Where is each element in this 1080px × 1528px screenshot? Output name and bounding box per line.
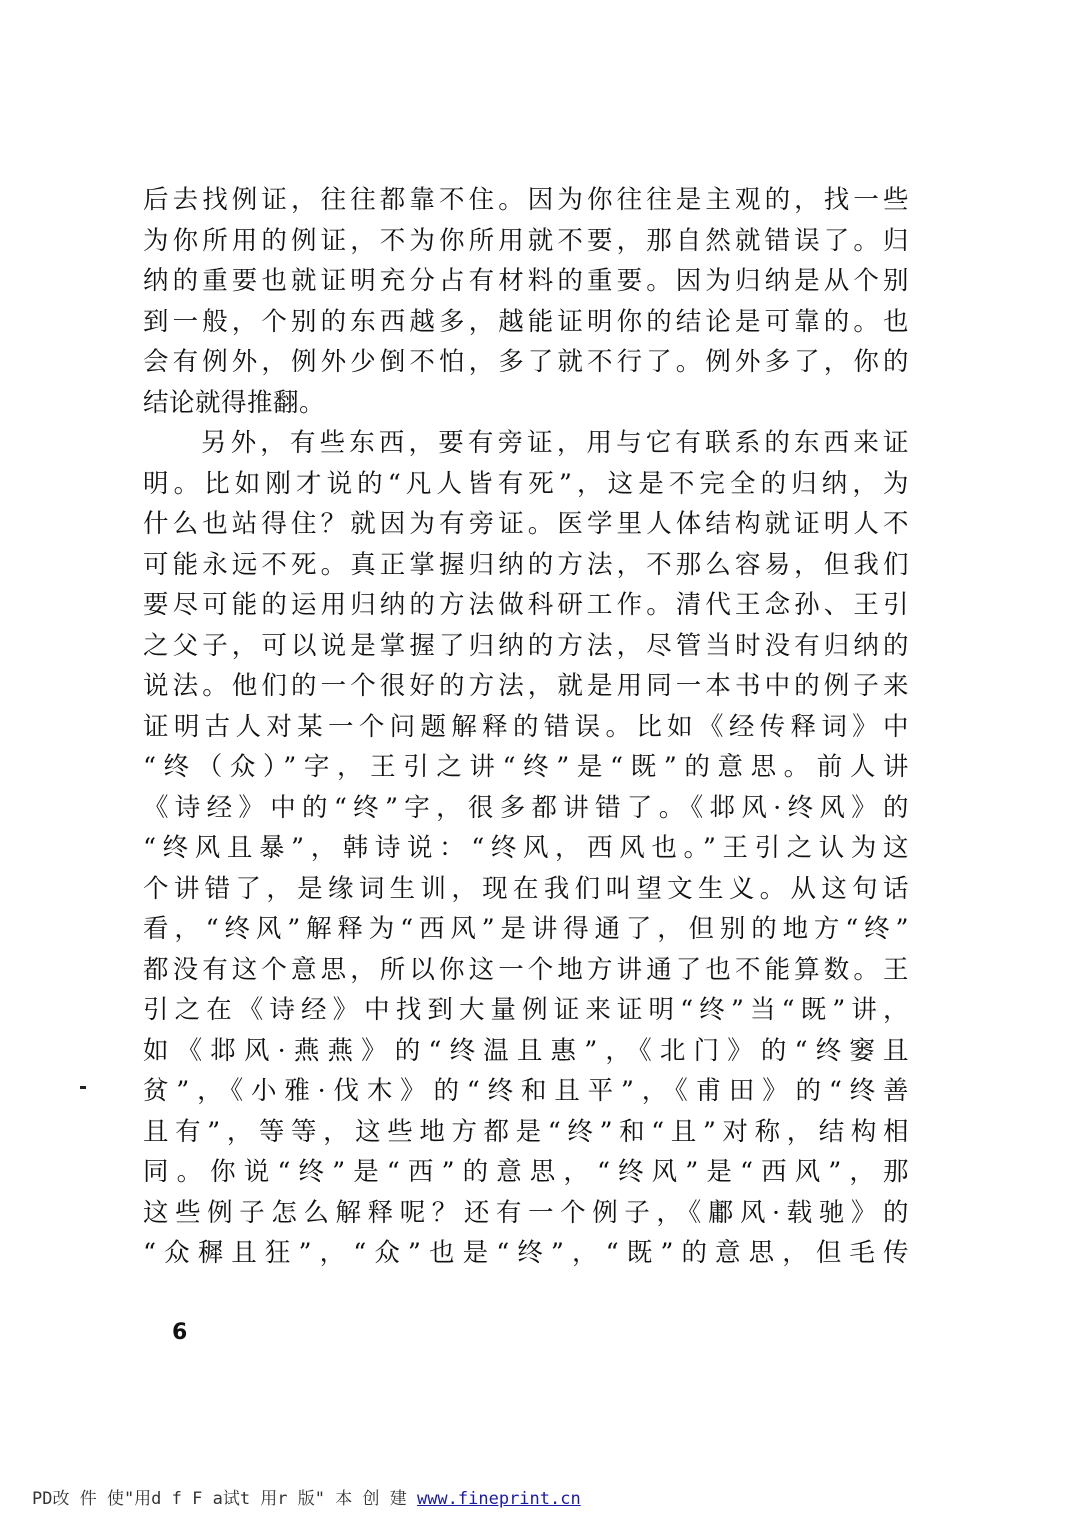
text-line: “终（众）”字，王引之讲“终”是“既”的意思。前人讲 xyxy=(143,752,909,782)
text-line: 纳的重要也就证明充分占有材料的重要。因为归纳是从个别 xyxy=(143,266,909,296)
text-line: “终风且暴”，韩诗说：“终风，西风也。”王引之认为这 xyxy=(143,833,909,863)
text-line: 什么也站得住？就因为有旁证。医学里人体结构就证明人不 xyxy=(143,509,909,539)
text-line: 会有例外，例外少倒不怕，多了就不行了。例外多了，你的 xyxy=(143,347,909,377)
margin-mark xyxy=(80,1086,86,1089)
text-line: 明。比如刚才说的“凡人皆有死”，这是不完全的归纳，为 xyxy=(143,468,909,499)
text-line: 看，“终风”解释为“西风”是讲得通了，但别的地方“终” xyxy=(143,914,909,944)
text-line: 可能永远不死。真正掌握归纳的方法，不那么容易，但我们 xyxy=(143,549,909,580)
text-line: 且有”，等等，这些地方都是“终”和“且”对称，结构相 xyxy=(143,1116,909,1147)
text-line: 《诗经》中的“终”字，很多都讲错了。《邶风·终风》的 xyxy=(143,792,909,823)
text-line: 后去找例证，往往都靠不住。因为你往往是主观的，找一些 xyxy=(143,185,909,215)
page-number: 6 xyxy=(172,1320,188,1345)
text-line: 引之在《诗经》中找到大量例证来证明“终”当“既”讲， xyxy=(143,995,909,1025)
text-line: 之父子，可以说是掌握了归纳的方法，尽管当时没有归纳的 xyxy=(143,630,909,661)
text-line: 这些例子怎么解释呢？还有一个例子，《鄘风·载驰》的 xyxy=(143,1197,909,1228)
text-line: 同。你说“终”是“西”的意思，“终风”是“西风”，那 xyxy=(143,1157,909,1187)
body-text xyxy=(143,180,909,1274)
text-line: 为你所用的例证，不为你所用就不要，那自然就错误了。归 xyxy=(143,225,909,256)
text-line: 要尽可能的运用归纳的方法做科研工作。清代王念孙、王引 xyxy=(143,590,909,620)
footer-text: PD改 件 使"用d f F a试t 用r 版" 本 创 建 xyxy=(32,1489,407,1509)
text-line: “众穉且狂”，“众”也是“终”，“既”的意思，但毛传 xyxy=(143,1238,909,1268)
text-line: 都没有这个意思，所以你这一个地方讲通了也不能算数。王 xyxy=(143,954,909,985)
text-line: 到一般，个别的东西越多，越能证明你的结论是可靠的。也 xyxy=(143,306,909,337)
text-line: 说法。他们的一个很好的方法，就是用同一本书中的例子来 xyxy=(143,671,909,701)
footer-link[interactable]: www.fineprint.cn xyxy=(416,1489,581,1509)
text-line: 结论就得推翻。 xyxy=(143,387,326,418)
text-line: 另外，有些东西，要有旁证，用与它有联系的东西来证 xyxy=(201,428,909,458)
text-line: 证明古人对某一个问题解释的错误。比如《经传释词》中 xyxy=(143,711,909,742)
text-line: 贫”，《小雅·伐木》的“终和且平”，《甫田》的“终善 xyxy=(143,1076,909,1106)
pdf-watermark-footer xyxy=(32,1486,581,1512)
text-line: 个讲错了，是缘词生训，现在我们叫望文生义。从这句话 xyxy=(143,873,909,904)
text-line: 如《邶风·燕燕》的“终温且惠”，《北门》的“终窭且 xyxy=(143,1035,909,1066)
